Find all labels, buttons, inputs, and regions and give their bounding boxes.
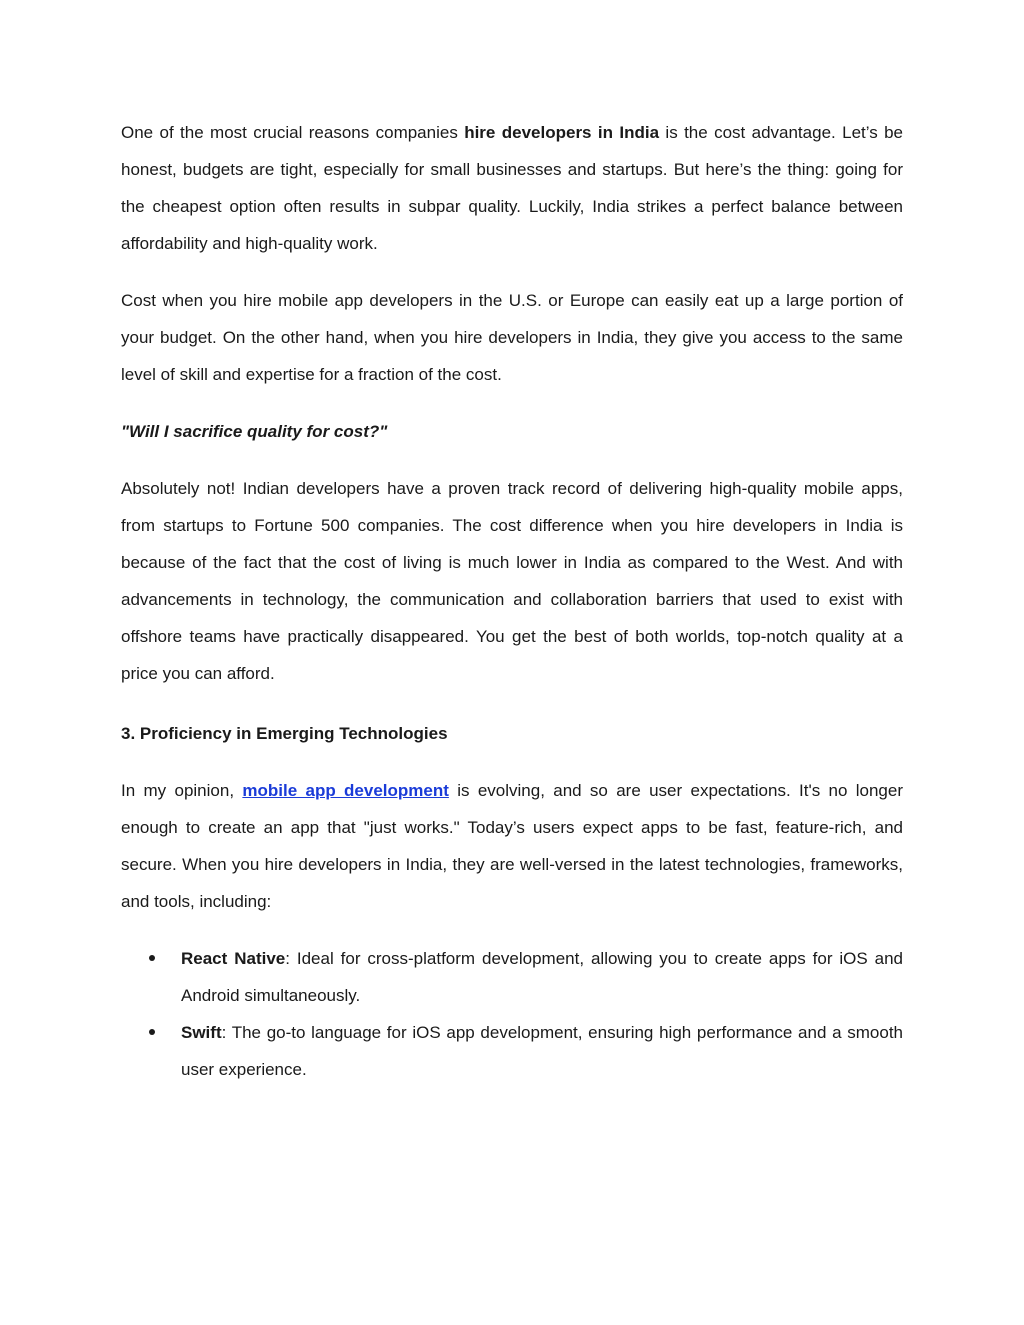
list-item <box>121 940 903 1014</box>
mobile-app-development-link[interactable]: mobile app development <box>242 781 449 800</box>
list-item <box>121 1014 903 1088</box>
document-page <box>121 114 903 1088</box>
paragraph-text: is evolving, and so are user expectations. It's no longer enough to create an app that "just works." Today’s users expect apps to be fast, feature-rich, and secure. When you hire developers in India, they are well-versed in the latest technologies, frameworks, and tools, including: <box>121 781 904 911</box>
paragraph-text: In my opinion, <box>121 781 243 800</box>
paragraph-quality-answer: Absolutely not! Indian developers have a proven track record of delivering high-quality mobile apps, from startups to Fortune 500 companies. The cost difference when you hire developers in India is because of the fact that the cost of living is much lower in India as compared to the West. And with advancements in technology, the communication and collaboration barriers that used to exist with offshore teams have practically disappeared. You get the best of both worlds, top-notch quality at a price you can afford. <box>121 479 903 683</box>
paragraph-text: One of the most crucial reasons companies <box>121 123 465 142</box>
bullet-icon <box>149 1029 155 1035</box>
list-item-title: Swift <box>181 1023 222 1042</box>
technology-list <box>121 940 903 1088</box>
list-item-text: : Ideal for cross-platform development, allowing you to create apps for iOS and Android simultaneously. <box>181 949 903 1005</box>
section-heading: 3. Proficiency in Emerging Technologies <box>121 724 448 743</box>
bullet-icon <box>149 955 155 961</box>
paragraph-text: is the cost advantage. Let’s be honest, budgets are tight, especially for small businesses and startups. But here’s the thing: going for the cheapest option often results in subpar quality. Luckily, India strikes a perfect balance between affordability and high-quality work. <box>121 123 903 253</box>
paragraph-cost-comparison: Cost when you hire mobile app developers in the U.S. or Europe can easily eat up a large portion of your budget. On the other hand, when you hire developers in India, they give you access to the same level of skill and expertise for a fraction of the cost. <box>121 291 903 384</box>
quote-question: "Will I sacrifice quality for cost?" <box>121 422 388 441</box>
paragraph-cost-advantage <box>121 114 903 262</box>
paragraph-emerging-tech <box>121 772 903 920</box>
list-item-text: : The go-to language for iOS app development, ensuring high performance and a smooth user experience. <box>181 1023 903 1079</box>
bold-phrase: hire developers in India <box>464 123 660 142</box>
list-item-title: React Native <box>181 949 286 968</box>
